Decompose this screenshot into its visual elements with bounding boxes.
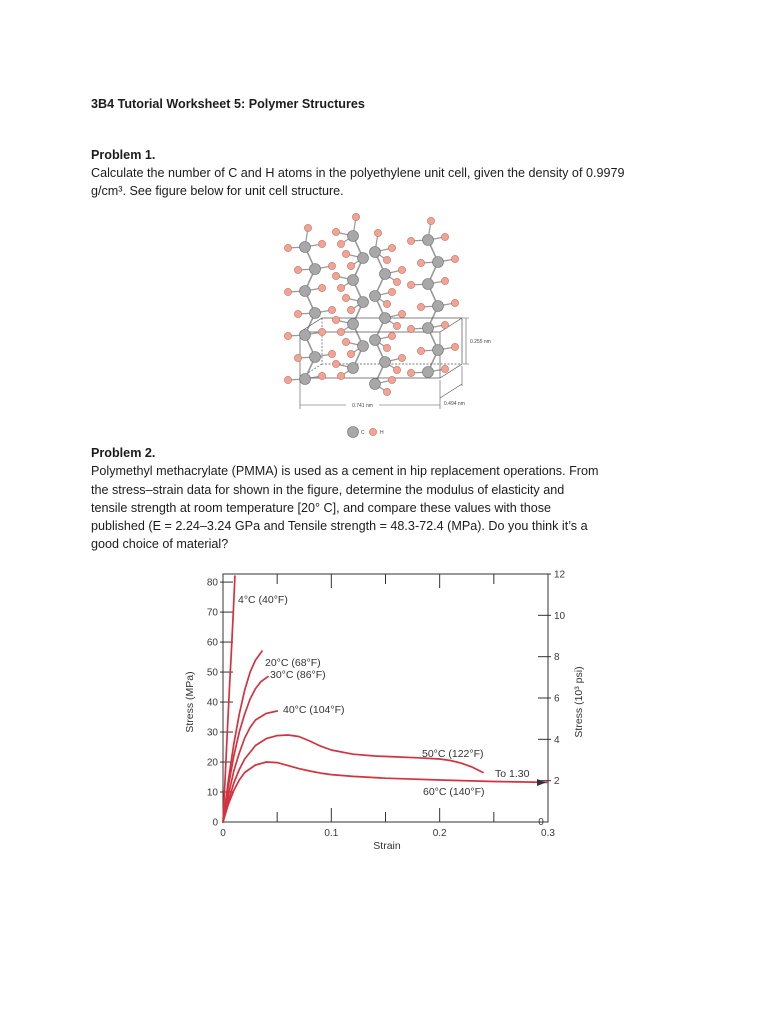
- hydrogen-atom: [451, 299, 458, 306]
- axis-tick-labels: [207, 570, 566, 840]
- hydrogen-atom: [417, 259, 424, 266]
- carbon-atom: [300, 286, 311, 297]
- carbon-atom: [433, 345, 444, 356]
- hydrogen-atom: [393, 322, 400, 329]
- problem-1-text-line: Calculate the number of C and H atoms in the polyethylene unit cell, given the density of 0.9979: [91, 166, 625, 180]
- series-label: 30°C (86°F): [270, 669, 326, 681]
- hydrogen-atom: [337, 240, 344, 247]
- hydrogen-atom: [337, 284, 344, 291]
- hydrogen-atom: [337, 372, 344, 379]
- y-tick-label: 30: [206, 727, 218, 739]
- carbon-atom: [370, 379, 381, 390]
- carbon-atom: [310, 264, 321, 275]
- hydrogen-atom: [441, 365, 448, 372]
- hydrogen-atom: [352, 213, 359, 220]
- carbon-atom: [380, 313, 391, 324]
- hydrogen-atom: [337, 328, 344, 335]
- y2-tick-label: 0: [538, 817, 544, 828]
- hydrogen-atom: [407, 369, 414, 376]
- hydrogen-atom: [398, 310, 405, 317]
- hydrogen-atom: [383, 300, 390, 307]
- carbon-atom: [433, 257, 444, 268]
- carbon-atom: [300, 242, 311, 253]
- hydrogen-atom: [374, 229, 381, 236]
- carbon-atom: [380, 357, 391, 368]
- hydrogen-atom: [407, 325, 414, 332]
- carbon-atom: [433, 301, 444, 312]
- hydrogen-atom: [332, 360, 339, 367]
- y-axis-label: Stress (MPa): [184, 671, 196, 733]
- hydrogen-atom: [318, 328, 325, 335]
- problem-2-text-line: the stress–strain data for shown in the figure, determine the modulus of elasticity and: [91, 483, 565, 497]
- y-tick-label: 80: [206, 577, 218, 589]
- carbon-atom: [423, 279, 434, 290]
- carbon-atom: [370, 247, 381, 258]
- stress-strain-chart: [160, 560, 600, 860]
- hydrogen-atom: [347, 350, 354, 357]
- dimension-label-b: 0.494 nm: [444, 401, 465, 407]
- hydrogen-atom: [451, 343, 458, 350]
- hydrogen-atom: [417, 303, 424, 310]
- curves: [223, 576, 548, 822]
- problem-2-text-line: good choice of material?: [91, 537, 229, 551]
- annotation-arrow-icon: [537, 779, 546, 786]
- hydrogen-atom: [332, 272, 339, 279]
- hydrogen-atom: [284, 288, 291, 295]
- hydrogen-atom: [398, 354, 405, 361]
- hydrogen-atom: [284, 376, 291, 383]
- carbon-atom: [358, 297, 369, 308]
- hydrogen-atom: [294, 354, 301, 361]
- plot-frame: [223, 574, 548, 822]
- hydrogen-atom: [318, 284, 325, 291]
- page-title: 3B4 Tutorial Worksheet 5: Polymer Structures: [91, 97, 365, 111]
- hydrogen-atom: [284, 332, 291, 339]
- hydrogen-atom: [441, 233, 448, 240]
- x-tick-label: 0.3: [541, 828, 555, 839]
- axis-ticks: [220, 574, 551, 822]
- dimension-label-c: 0.255 nm: [470, 339, 491, 345]
- series-label: 4°C (40°F): [238, 594, 288, 606]
- y2-tick-label: 6: [554, 693, 560, 705]
- hydrogen-atom: [441, 277, 448, 284]
- y-tick-label: 10: [206, 787, 218, 799]
- hydrogen-atom: [383, 388, 390, 395]
- hydrogen-atom: [342, 338, 349, 345]
- y2-tick-label: 2: [554, 776, 560, 788]
- carbon-atom: [310, 308, 321, 319]
- y-tick-label: 50: [206, 667, 218, 679]
- problem-2-text-line: Polymethyl methacrylate (PMMA) is used as a cement in hip replacement operations. From: [91, 464, 599, 478]
- carbon-atom: [358, 253, 369, 264]
- hydrogen-atom: [393, 278, 400, 285]
- carbon-atom: [423, 367, 434, 378]
- hydrogen-atom: [318, 240, 325, 247]
- series-label: 40°C (104°F): [283, 704, 345, 716]
- x-tick-label: 0.1: [324, 828, 339, 839]
- y2-axis-label: Stress (10³ psi): [573, 666, 585, 738]
- carbon-atom: [310, 352, 321, 363]
- carbon-atom: [380, 269, 391, 280]
- hydrogen-atom: [304, 224, 311, 231]
- legend-hydrogen-swatch: [369, 428, 376, 435]
- hydrogen-atom: [342, 250, 349, 257]
- figure-legend: [348, 427, 385, 438]
- carbon-atom: [348, 363, 359, 374]
- y-tick-label: 40: [206, 697, 218, 709]
- polyethylene-unit-cell-figure: [270, 205, 500, 445]
- hydrogen-atom: [347, 306, 354, 313]
- hydrogen-atom: [347, 262, 354, 269]
- series-label: 60°C (140°F): [423, 786, 485, 798]
- x-axis-label: Strain: [373, 840, 401, 852]
- carbon-atom: [370, 291, 381, 302]
- annotation-label: To 1.30: [495, 768, 530, 780]
- y-tick-label: 60: [206, 637, 218, 649]
- y-tick-label: 0: [212, 817, 218, 829]
- carbon-atom: [358, 341, 369, 352]
- hydrogen-atom: [398, 266, 405, 273]
- hydrogen-atom: [441, 321, 448, 328]
- problem-1-heading: Problem 1.: [91, 148, 156, 162]
- hydrogen-atom: [383, 344, 390, 351]
- hydrogen-atom: [451, 255, 458, 262]
- hydrogen-atom: [328, 262, 335, 269]
- hydrogen-atom: [407, 237, 414, 244]
- x-tick-label: 0: [220, 828, 226, 839]
- problem-2-text-line: tensile strength at room temperature [20° C], and compare these values with those: [91, 501, 552, 515]
- legend-carbon-swatch: [348, 427, 359, 438]
- hydrogen-atom: [407, 281, 414, 288]
- y2-tick-label: 8: [554, 652, 560, 664]
- hydrogen-atom: [417, 347, 424, 354]
- hydrogen-atom: [383, 256, 390, 263]
- carbon-atom: [348, 319, 359, 330]
- carbon-atom: [423, 235, 434, 246]
- carbon-atom: [370, 335, 381, 346]
- hydrogen-atom: [342, 294, 349, 301]
- y2-tick-label: 10: [554, 610, 566, 622]
- hydrogen-atom: [332, 316, 339, 323]
- hydrogen-atom: [328, 306, 335, 313]
- hydrogen-atom: [388, 244, 395, 251]
- legend-hydrogen-label: H: [380, 430, 384, 436]
- y2-tick-label: 12: [554, 569, 566, 581]
- x-tick-label: 0.2: [432, 828, 447, 839]
- dimension-label-a: 0.741 nm: [352, 403, 373, 409]
- series-labels: [238, 594, 485, 798]
- series-label: 20°C (68°F): [265, 657, 321, 669]
- y-tick-label: 70: [206, 607, 218, 619]
- carbon-atom: [423, 323, 434, 334]
- carbon-atom: [300, 374, 311, 385]
- problem-1-text-line: g/cm³. See figure below for unit cell structure.: [91, 184, 344, 198]
- hydrogen-atom: [388, 288, 395, 295]
- hydrogen-atom: [294, 310, 301, 317]
- carbon-atom: [348, 231, 359, 242]
- hydrogen-atom: [388, 376, 395, 383]
- problem-2-heading: Problem 2.: [91, 446, 156, 460]
- y2-tick-label: 4: [554, 734, 560, 746]
- dimension-line-c: [463, 318, 469, 364]
- hydrogen-atom: [294, 266, 301, 273]
- hydrogen-atom: [393, 366, 400, 373]
- hydrogen-atom: [427, 217, 434, 224]
- carbon-atom: [300, 330, 311, 341]
- problem-2-text-line: published (E = 2.24–3.24 GPa and Tensile strength = 48.3-72.4 (MPa). Do you think it’s a: [91, 519, 588, 533]
- hydrogen-atom: [388, 332, 395, 339]
- carbon-atom: [348, 275, 359, 286]
- hydrogen-atom: [332, 228, 339, 235]
- hydrogen-atom: [318, 372, 325, 379]
- series-label: 50°C (122°F): [422, 748, 484, 760]
- legend-carbon-label: C: [361, 430, 365, 436]
- hydrogen-atom: [284, 244, 291, 251]
- y-tick-label: 20: [206, 757, 218, 769]
- hydrogen-atom: [328, 350, 335, 357]
